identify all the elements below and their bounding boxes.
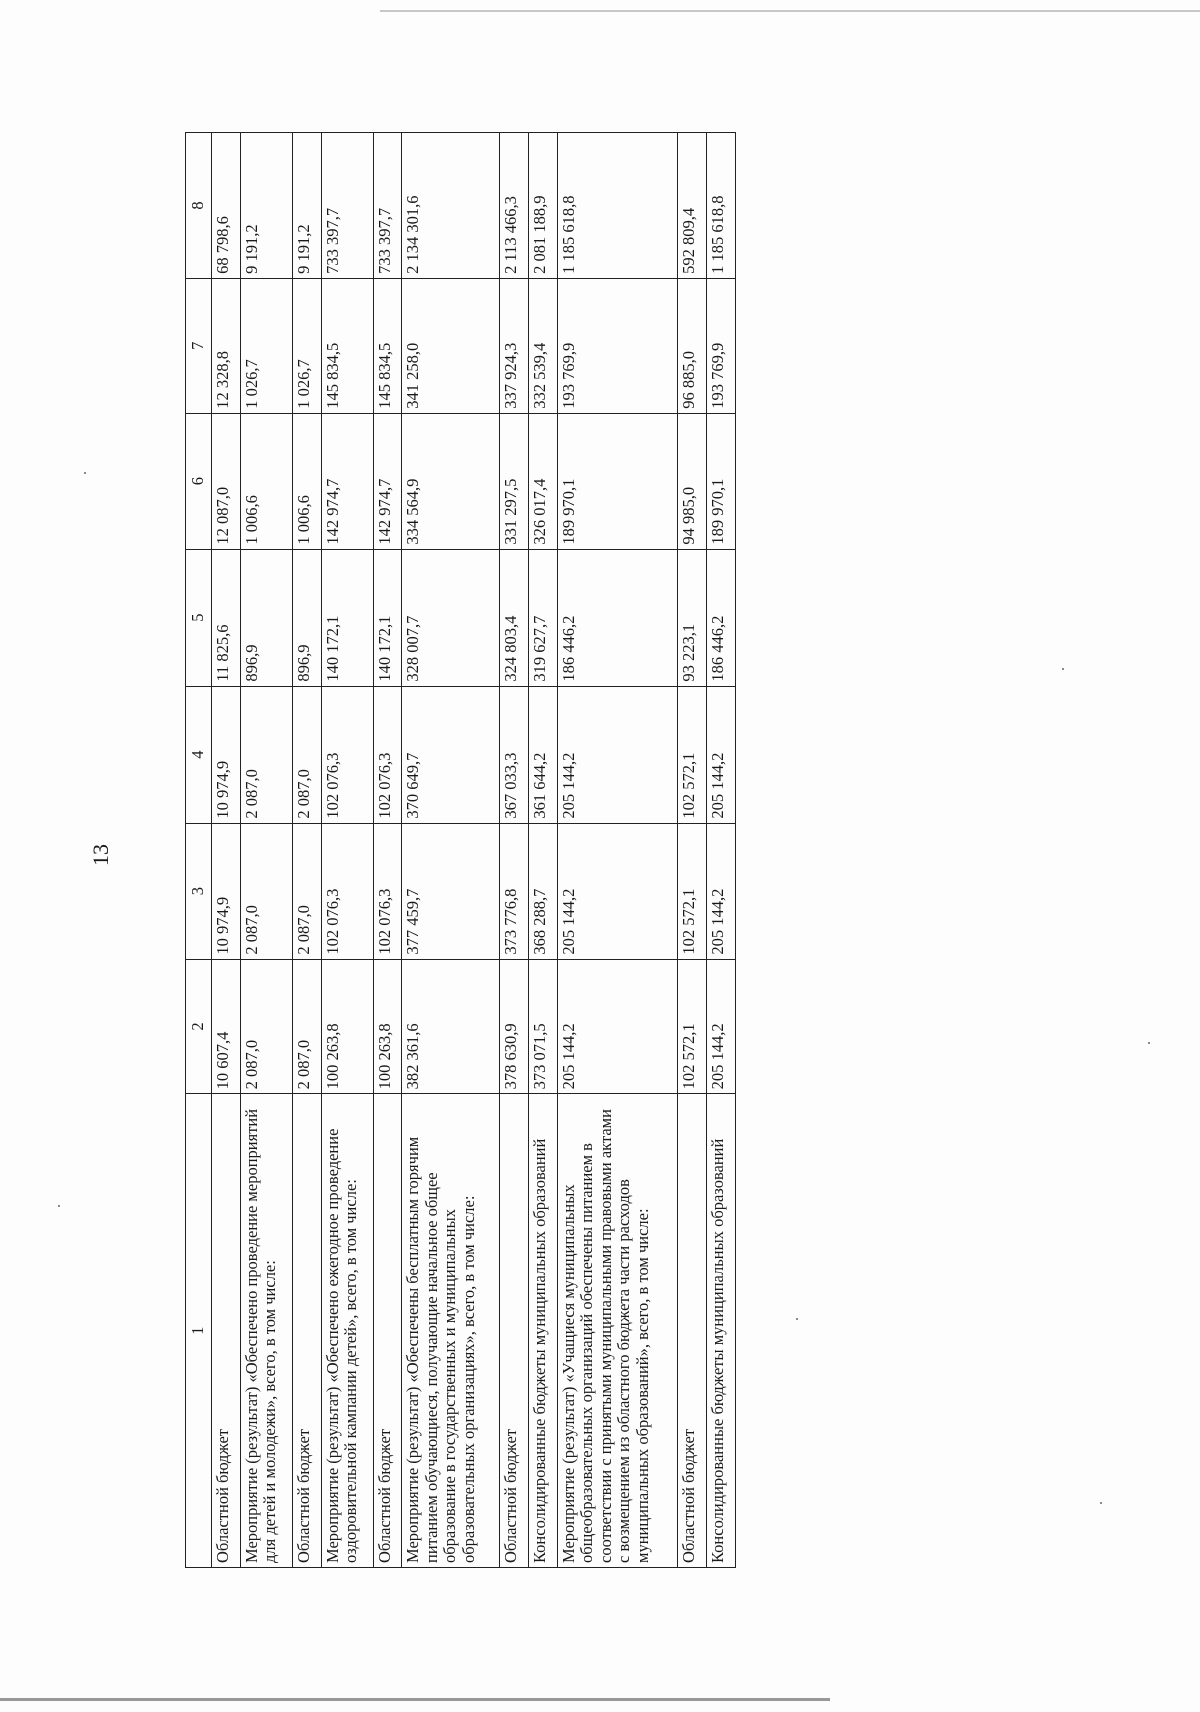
- table-cell: 12 328,8: [212, 278, 241, 413]
- rotated-page-content: [185, 132, 736, 1568]
- table-cell: 373 071,5: [528, 959, 557, 1094]
- table-cell: 328 007,7: [402, 549, 499, 686]
- column-header: 2: [186, 959, 212, 1094]
- budget-table-container: [185, 132, 736, 1568]
- scan-speck: [1148, 1042, 1150, 1044]
- table-cell: 370 649,7: [402, 686, 499, 823]
- table-cell: 2 087,0: [292, 823, 321, 959]
- row-label: Консолидированные бюджеты муниципальных образований: [706, 1094, 735, 1568]
- scan-speck: [58, 1205, 60, 1207]
- table-cell: 12 087,0: [212, 413, 241, 549]
- row-label: Областной бюджет: [292, 1094, 321, 1568]
- table-cell: 361 644,2: [528, 686, 557, 823]
- table-cell: 377 459,7: [402, 823, 499, 959]
- table-cell: 102 076,3: [321, 686, 373, 823]
- table-cell: 337 924,3: [499, 278, 528, 413]
- table-cell: 142 974,7: [373, 413, 402, 549]
- scan-edge-top: [380, 10, 1200, 12]
- table-row: [528, 133, 557, 1568]
- table-row: [321, 133, 373, 1568]
- table-cell: 140 172,1: [321, 549, 373, 686]
- table-row: [240, 133, 292, 1568]
- table-cell: 896,9: [240, 549, 292, 686]
- scan-speck: [1062, 668, 1064, 670]
- scan-speck: [1100, 1502, 1102, 1504]
- table-cell: 10 974,9: [212, 823, 241, 959]
- table-cell: 2 087,0: [240, 823, 292, 959]
- table-cell: 2 113 466,3: [499, 133, 528, 279]
- column-header: 8: [186, 133, 212, 279]
- table-row: [499, 133, 528, 1568]
- table-cell: 367 033,3: [499, 686, 528, 823]
- table-cell: 733 397,7: [321, 133, 373, 279]
- row-label: Областной бюджет: [373, 1094, 402, 1568]
- row-label: Областной бюджет: [677, 1094, 706, 1568]
- scan-speck: [796, 1318, 798, 1320]
- column-header: 6: [186, 413, 212, 549]
- column-header: 5: [186, 549, 212, 686]
- table-cell: 189 970,1: [706, 413, 735, 549]
- table-cell: 1 185 618,8: [557, 133, 677, 279]
- table-row: [212, 133, 241, 1568]
- row-label: Мероприятие (результат) «Обеспечены бесплатным горячим питанием обучающиеся, получающие начальное общее образование в государственных и муниципальных образовательных организациях», всего, в том числе:: [402, 1094, 499, 1568]
- table-cell: 1 185 618,8: [706, 133, 735, 279]
- table-cell: 68 798,6: [212, 133, 241, 279]
- table-cell: 368 288,7: [528, 823, 557, 959]
- table-cell: 1 006,6: [292, 413, 321, 549]
- table-cell: 382 361,6: [402, 959, 499, 1094]
- table-cell: 93 223,1: [677, 549, 706, 686]
- table-cell: 145 834,5: [321, 278, 373, 413]
- table-cell: 102 572,1: [677, 686, 706, 823]
- table-cell: 102 572,1: [677, 823, 706, 959]
- column-header: 3: [186, 823, 212, 959]
- table-cell: 102 076,3: [321, 823, 373, 959]
- table-row: [373, 133, 402, 1568]
- table-cell: 324 803,4: [499, 549, 528, 686]
- column-header: 1: [186, 1094, 212, 1568]
- table-cell: 332 539,4: [528, 278, 557, 413]
- table-cell: 205 144,2: [557, 823, 677, 959]
- scan-speck: [84, 472, 86, 474]
- table-cell: 205 144,2: [706, 823, 735, 959]
- table-cell: 142 974,7: [321, 413, 373, 549]
- table-cell: 205 144,2: [706, 959, 735, 1094]
- table-cell: 2 081 188,9: [528, 133, 557, 279]
- table-row: [292, 133, 321, 1568]
- table-cell: 102 076,3: [373, 686, 402, 823]
- table-cell: 102 572,1: [677, 959, 706, 1094]
- table-cell: 205 144,2: [557, 959, 677, 1094]
- table-cell: 319 627,7: [528, 549, 557, 686]
- table-cell: 10 607,4: [212, 959, 241, 1094]
- row-label: Мероприятие (результат) «Обеспечено ежегодное проведение оздоровительной кампании детей», всего, в том числе:: [321, 1094, 373, 1568]
- table-cell: 2 087,0: [240, 959, 292, 1094]
- table-cell: 334 564,9: [402, 413, 499, 549]
- table-cell: 102 076,3: [373, 823, 402, 959]
- table-cell: 189 970,1: [557, 413, 677, 549]
- table-cell: 378 630,9: [499, 959, 528, 1094]
- table-cell: 1 026,7: [240, 278, 292, 413]
- table-row: [557, 133, 677, 1568]
- table-cell: 100 263,8: [373, 959, 402, 1094]
- column-header: 7: [186, 278, 212, 413]
- table-cell: 94 985,0: [677, 413, 706, 549]
- table-cell: 326 017,4: [528, 413, 557, 549]
- table-cell: 100 263,8: [321, 959, 373, 1094]
- table-cell: 193 769,9: [557, 278, 677, 413]
- row-label: Мероприятие (результат) «Учащиеся муниципальных общеобразовательных организаций обеспечены питанием в соответствии с принятыми муниципальными правовыми актами с возмещением из областного бюджета части расходов муниципальных образований», всего, в том числе:: [557, 1094, 677, 1568]
- table-cell: 1 006,6: [240, 413, 292, 549]
- table-cell: 341 258,0: [402, 278, 499, 413]
- table-row: [677, 133, 706, 1568]
- table-cell: 2 087,0: [240, 686, 292, 823]
- table-cell: 896,9: [292, 549, 321, 686]
- table-cell: 9 191,2: [240, 133, 292, 279]
- table-cell: 2 134 301,6: [402, 133, 499, 279]
- table-cell: 2 087,0: [292, 686, 321, 823]
- table-cell: 205 144,2: [706, 686, 735, 823]
- table-cell: 140 172,1: [373, 549, 402, 686]
- row-label: Консолидированные бюджеты муниципальных образований: [528, 1094, 557, 1568]
- table-cell: 193 769,9: [706, 278, 735, 413]
- table-row: [706, 133, 735, 1568]
- table-cell: 186 446,2: [706, 549, 735, 686]
- table-cell: 733 397,7: [373, 133, 402, 279]
- table-cell: 9 191,2: [292, 133, 321, 279]
- column-header: 4: [186, 686, 212, 823]
- table-cell: 11 825,6: [212, 549, 241, 686]
- table-row: [402, 133, 499, 1568]
- table-cell: 186 446,2: [557, 549, 677, 686]
- table-cell: 205 144,2: [557, 686, 677, 823]
- table-cell: 10 974,9: [212, 686, 241, 823]
- table-cell: 1 026,7: [292, 278, 321, 413]
- row-label: Мероприятие (результат) «Обеспечено проведение мероприятий для детей и молодежи», всего, в том числе:: [240, 1094, 292, 1568]
- row-label: Областной бюджет: [499, 1094, 528, 1568]
- scan-edge-bottom: [0, 1698, 830, 1701]
- budget-table: [185, 132, 736, 1568]
- table-header-row: [186, 133, 212, 1568]
- table-cell: 373 776,8: [499, 823, 528, 959]
- table-cell: 592 809,4: [677, 133, 706, 279]
- table-cell: 2 087,0: [292, 959, 321, 1094]
- page-number: 13: [88, 844, 113, 866]
- table-cell: 331 297,5: [499, 413, 528, 549]
- row-label: Областной бюджет: [212, 1094, 241, 1568]
- table-cell: 96 885,0: [677, 278, 706, 413]
- table-cell: 145 834,5: [373, 278, 402, 413]
